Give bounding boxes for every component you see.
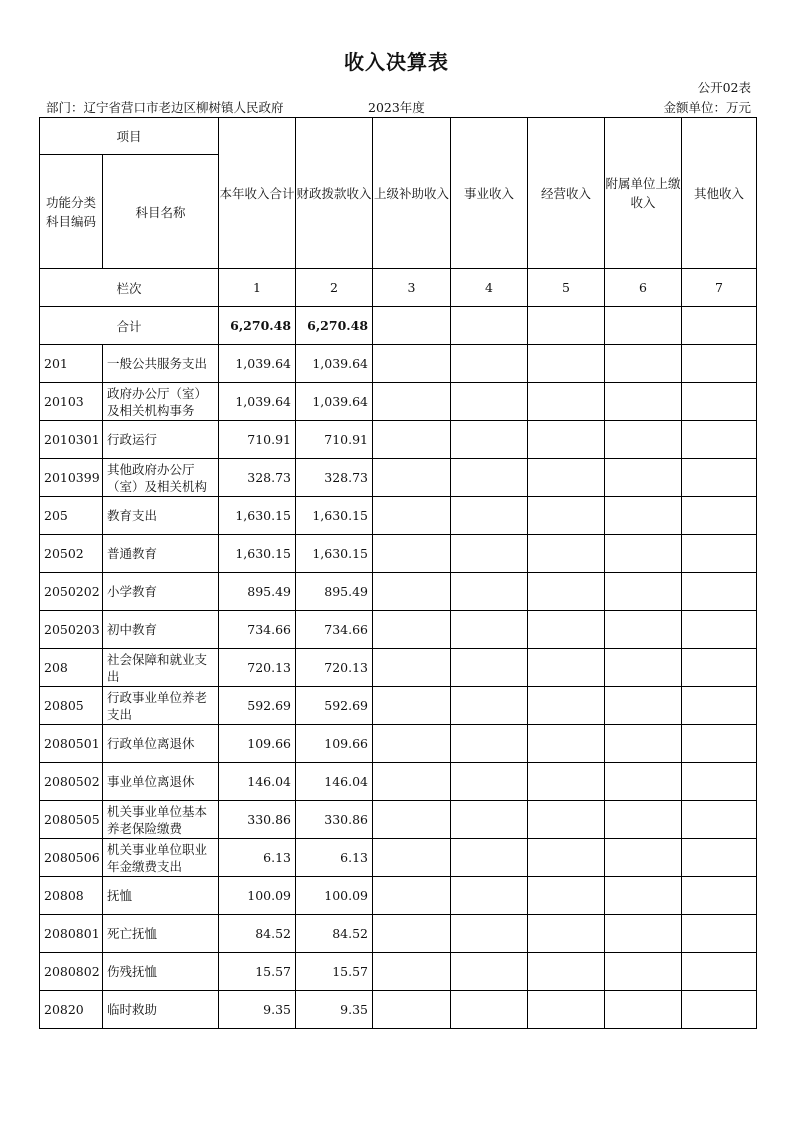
empty-cell xyxy=(451,877,528,915)
income-table xyxy=(39,117,757,1029)
empty-cell xyxy=(451,421,528,459)
empty-cell xyxy=(605,573,682,611)
empty-cell xyxy=(373,497,451,535)
header-func-code: 功能分类科目编码 xyxy=(40,155,103,269)
empty-cell xyxy=(605,345,682,383)
empty-cell xyxy=(373,839,451,877)
empty-cell xyxy=(528,953,605,991)
subject-name-cell xyxy=(103,383,219,421)
header-total: 本年收入合计 xyxy=(219,118,296,269)
total-fiscal: 6,270.48 xyxy=(296,307,373,345)
empty-cell xyxy=(605,915,682,953)
empty-cell xyxy=(528,611,605,649)
empty-cell xyxy=(451,459,528,497)
empty-cell xyxy=(373,687,451,725)
subject-name-cell xyxy=(103,421,219,459)
subject-name-cell xyxy=(103,535,219,573)
fiscal-cell: 734.66 xyxy=(296,611,373,649)
column-number: 7 xyxy=(682,269,757,307)
empty-cell xyxy=(451,725,528,763)
empty-cell xyxy=(451,383,528,421)
subject-name-text: 伤残抚恤 xyxy=(107,964,158,979)
header-subject-name: 科目名称 xyxy=(103,155,219,269)
total-cell: 330.86 xyxy=(219,801,296,839)
header-affiliated: 附属单位上缴收入 xyxy=(605,118,682,269)
empty-cell xyxy=(605,611,682,649)
subject-name-text: 行政事业单位养老支出 xyxy=(107,689,208,722)
table-row xyxy=(40,877,757,915)
subject-name-text: 社会保障和就业支出 xyxy=(107,651,208,684)
empty-cell xyxy=(373,877,451,915)
empty-cell xyxy=(451,573,528,611)
empty-cell xyxy=(528,801,605,839)
empty-cell xyxy=(373,383,451,421)
empty-cell xyxy=(682,611,757,649)
subject-name-text: 事业单位离退休 xyxy=(107,774,195,789)
func-code-cell: 20808 xyxy=(40,877,103,915)
empty-cell xyxy=(682,991,757,1029)
column-number: 3 xyxy=(373,269,451,307)
empty-cell xyxy=(682,649,757,687)
column-number: 1 xyxy=(219,269,296,307)
fiscal-cell: 895.49 xyxy=(296,573,373,611)
empty-cell xyxy=(528,307,605,345)
header-upper-subsidy: 上级补助收入 xyxy=(373,118,451,269)
empty-cell xyxy=(528,535,605,573)
empty-cell xyxy=(451,307,528,345)
empty-cell xyxy=(373,345,451,383)
subject-name-cell xyxy=(103,725,219,763)
column-number: 2 xyxy=(296,269,373,307)
subject-name-text: 临时救助 xyxy=(107,1002,158,1017)
empty-cell xyxy=(605,801,682,839)
empty-cell xyxy=(451,649,528,687)
empty-cell xyxy=(528,991,605,1029)
fiscal-cell: 1,630.15 xyxy=(296,535,373,573)
column-number: 5 xyxy=(528,269,605,307)
subject-name-text: 普通教育 xyxy=(107,546,158,561)
total-sum: 6,270.48 xyxy=(219,307,296,345)
header-lanci: 栏次 xyxy=(40,269,219,307)
total-cell: 328.73 xyxy=(219,459,296,497)
table-row xyxy=(40,421,757,459)
fiscal-cell: 592.69 xyxy=(296,687,373,725)
subject-name-cell xyxy=(103,839,219,877)
subject-name-cell xyxy=(103,345,219,383)
total-row xyxy=(40,307,757,345)
empty-cell xyxy=(373,535,451,573)
empty-cell xyxy=(605,877,682,915)
empty-cell xyxy=(605,497,682,535)
empty-cell xyxy=(528,649,605,687)
empty-cell xyxy=(682,801,757,839)
empty-cell xyxy=(682,915,757,953)
empty-cell xyxy=(682,687,757,725)
empty-cell xyxy=(528,839,605,877)
func-code-cell: 2010301 xyxy=(40,421,103,459)
empty-cell xyxy=(682,877,757,915)
subject-name-text: 行政运行 xyxy=(107,432,158,447)
func-code-cell: 2080505 xyxy=(40,801,103,839)
empty-cell xyxy=(451,915,528,953)
fiscal-cell: 720.13 xyxy=(296,649,373,687)
empty-cell xyxy=(682,953,757,991)
total-cell: 720.13 xyxy=(219,649,296,687)
subject-name-cell xyxy=(103,915,219,953)
total-cell: 9.35 xyxy=(219,991,296,1029)
fiscal-cell: 109.66 xyxy=(296,725,373,763)
fiscal-cell: 146.04 xyxy=(296,763,373,801)
subject-name-text: 死亡抚恤 xyxy=(107,926,158,941)
fiscal-cell: 328.73 xyxy=(296,459,373,497)
func-code-cell: 201 xyxy=(40,345,103,383)
empty-cell xyxy=(451,497,528,535)
empty-cell xyxy=(605,991,682,1029)
table-row xyxy=(40,573,757,611)
empty-cell xyxy=(682,383,757,421)
subject-name-text: 小学教育 xyxy=(107,584,158,599)
func-code-cell: 2050203 xyxy=(40,611,103,649)
fiscal-cell: 15.57 xyxy=(296,953,373,991)
subject-name-cell xyxy=(103,459,219,497)
subject-name-cell xyxy=(103,687,219,725)
empty-cell xyxy=(605,421,682,459)
empty-cell xyxy=(451,687,528,725)
subject-name-cell xyxy=(103,497,219,535)
header-fiscal: 财政拨款收入 xyxy=(296,118,373,269)
table-row xyxy=(40,915,757,953)
func-code-cell: 2050202 xyxy=(40,573,103,611)
table-row xyxy=(40,953,757,991)
total-cell: 15.57 xyxy=(219,953,296,991)
func-code-cell: 208 xyxy=(40,649,103,687)
empty-cell xyxy=(605,307,682,345)
empty-cell xyxy=(605,535,682,573)
empty-cell xyxy=(682,535,757,573)
empty-cell xyxy=(373,307,451,345)
empty-cell xyxy=(373,725,451,763)
func-code-cell: 2080506 xyxy=(40,839,103,877)
empty-cell xyxy=(373,459,451,497)
subject-name-text: 抚恤 xyxy=(107,888,133,903)
year-label: 2023年度 xyxy=(368,100,425,115)
empty-cell xyxy=(605,839,682,877)
table-row xyxy=(40,459,757,497)
department-label: 部门：辽宁省营口市老边区柳树镇人民政府 xyxy=(46,100,284,115)
empty-cell xyxy=(528,421,605,459)
empty-cell xyxy=(451,763,528,801)
header-operating: 经营收入 xyxy=(528,118,605,269)
empty-cell xyxy=(528,763,605,801)
total-cell: 1,039.64 xyxy=(219,345,296,383)
table-code: 公开02表 xyxy=(697,80,751,95)
table-row xyxy=(40,801,757,839)
empty-cell xyxy=(682,345,757,383)
empty-cell xyxy=(528,573,605,611)
empty-cell xyxy=(528,725,605,763)
table-row xyxy=(40,839,757,877)
total-cell: 710.91 xyxy=(219,421,296,459)
empty-cell xyxy=(373,573,451,611)
header-item: 项目 xyxy=(40,118,219,155)
fiscal-cell: 1,039.64 xyxy=(296,383,373,421)
fiscal-cell: 1,039.64 xyxy=(296,345,373,383)
total-cell: 100.09 xyxy=(219,877,296,915)
empty-cell xyxy=(682,839,757,877)
subject-name-text: 教育支出 xyxy=(107,508,158,523)
subject-name-text: 初中教育 xyxy=(107,622,158,637)
func-code-cell: 2080501 xyxy=(40,725,103,763)
empty-cell xyxy=(451,801,528,839)
subject-name-text: 其他政府办公厅（室）及相关机构 xyxy=(107,461,208,494)
subject-name-text: 一般公共服务支出 xyxy=(107,356,208,371)
empty-cell xyxy=(682,763,757,801)
empty-cell xyxy=(605,459,682,497)
func-code-cell: 205 xyxy=(40,497,103,535)
empty-cell xyxy=(528,459,605,497)
func-code-cell: 2080502 xyxy=(40,763,103,801)
empty-cell xyxy=(373,801,451,839)
empty-cell xyxy=(528,915,605,953)
subject-name-cell xyxy=(103,763,219,801)
subject-name-cell xyxy=(103,649,219,687)
empty-cell xyxy=(373,953,451,991)
unit-label: 金额单位：万元 xyxy=(663,100,751,115)
empty-cell xyxy=(451,345,528,383)
empty-cell xyxy=(373,421,451,459)
empty-cell xyxy=(528,687,605,725)
func-code-cell: 2080802 xyxy=(40,953,103,991)
total-cell: 592.69 xyxy=(219,687,296,725)
empty-cell xyxy=(682,421,757,459)
total-cell: 734.66 xyxy=(219,611,296,649)
table-row xyxy=(40,345,757,383)
func-code-cell: 20805 xyxy=(40,687,103,725)
fiscal-cell: 9.35 xyxy=(296,991,373,1029)
empty-cell xyxy=(373,649,451,687)
func-code-cell: 20103 xyxy=(40,383,103,421)
empty-cell xyxy=(451,611,528,649)
table-row xyxy=(40,611,757,649)
empty-cell xyxy=(682,573,757,611)
fiscal-cell: 330.86 xyxy=(296,801,373,839)
empty-cell xyxy=(451,953,528,991)
empty-cell xyxy=(528,877,605,915)
table-row xyxy=(40,763,757,801)
subject-name-text: 机关事业单位职业年金缴费支出 xyxy=(107,841,208,874)
header-business: 事业收入 xyxy=(451,118,528,269)
empty-cell xyxy=(373,915,451,953)
subject-name-cell xyxy=(103,991,219,1029)
page-title: 收入决算表 xyxy=(344,50,449,74)
empty-cell xyxy=(373,991,451,1029)
empty-cell xyxy=(528,497,605,535)
empty-cell xyxy=(682,497,757,535)
empty-cell xyxy=(451,535,528,573)
empty-cell xyxy=(373,763,451,801)
empty-cell xyxy=(605,383,682,421)
empty-cell xyxy=(451,839,528,877)
table-row xyxy=(40,649,757,687)
empty-cell xyxy=(605,763,682,801)
subject-name-text: 行政单位离退休 xyxy=(107,736,195,751)
subject-name-cell xyxy=(103,953,219,991)
subject-name-text: 机关事业单位基本养老保险缴费 xyxy=(107,803,208,836)
empty-cell xyxy=(682,307,757,345)
empty-cell xyxy=(605,953,682,991)
total-cell: 1,039.64 xyxy=(219,383,296,421)
func-code-cell: 2080801 xyxy=(40,915,103,953)
fiscal-cell: 84.52 xyxy=(296,915,373,953)
total-cell: 84.52 xyxy=(219,915,296,953)
empty-cell xyxy=(373,611,451,649)
empty-cell xyxy=(451,991,528,1029)
table-row xyxy=(40,687,757,725)
empty-cell xyxy=(605,687,682,725)
subject-name-cell xyxy=(103,611,219,649)
empty-cell xyxy=(605,725,682,763)
table-row xyxy=(40,383,757,421)
total-cell: 6.13 xyxy=(219,839,296,877)
subject-name-cell xyxy=(103,801,219,839)
fiscal-cell: 100.09 xyxy=(296,877,373,915)
table-row xyxy=(40,991,757,1029)
empty-cell xyxy=(682,459,757,497)
total-cell: 895.49 xyxy=(219,573,296,611)
header-other: 其他收入 xyxy=(682,118,757,269)
total-cell: 146.04 xyxy=(219,763,296,801)
func-code-cell: 2010399 xyxy=(40,459,103,497)
func-code-cell: 20820 xyxy=(40,991,103,1029)
empty-cell xyxy=(528,383,605,421)
total-cell: 1,630.15 xyxy=(219,535,296,573)
fiscal-cell: 1,630.15 xyxy=(296,497,373,535)
table-row xyxy=(40,497,757,535)
column-number: 6 xyxy=(605,269,682,307)
subject-name-cell xyxy=(103,877,219,915)
subject-name-cell xyxy=(103,573,219,611)
subject-name-text: 政府办公厅（室）及相关机构事务 xyxy=(107,385,208,418)
total-label: 合计 xyxy=(40,307,219,345)
table-row xyxy=(40,535,757,573)
total-cell: 109.66 xyxy=(219,725,296,763)
fiscal-cell: 710.91 xyxy=(296,421,373,459)
empty-cell xyxy=(528,345,605,383)
fiscal-cell: 6.13 xyxy=(296,839,373,877)
empty-cell xyxy=(605,649,682,687)
func-code-cell: 20502 xyxy=(40,535,103,573)
total-cell: 1,630.15 xyxy=(219,497,296,535)
empty-cell xyxy=(682,725,757,763)
table-row xyxy=(40,725,757,763)
column-number: 4 xyxy=(451,269,528,307)
